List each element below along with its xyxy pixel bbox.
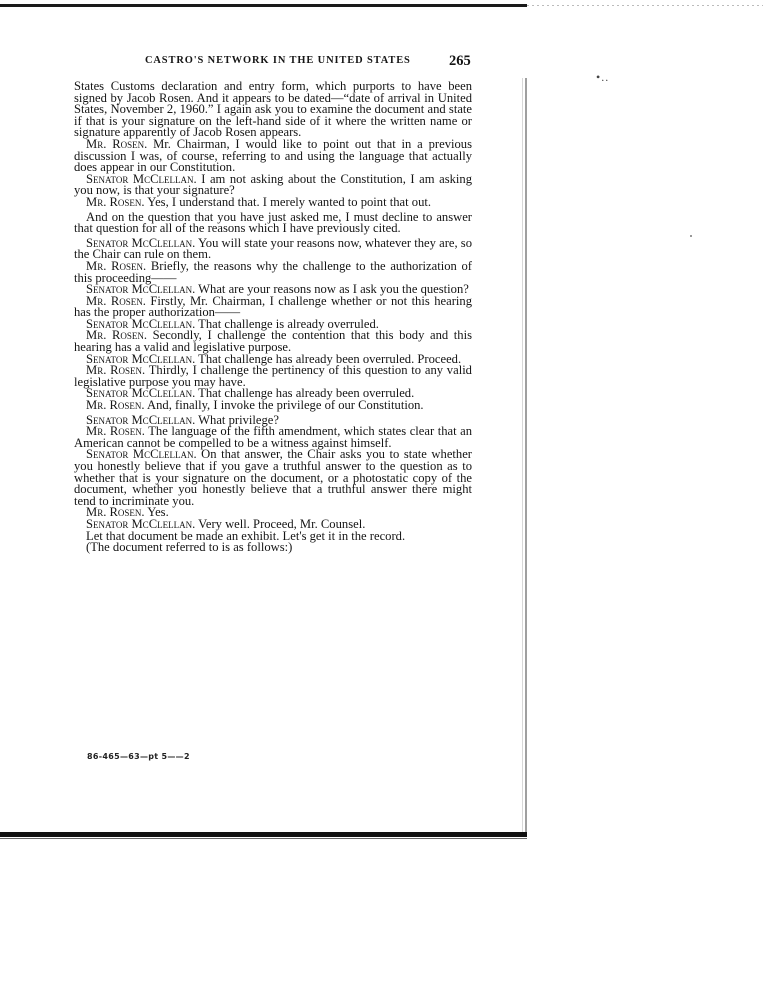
paragraph: Senator McClellan. You will state your reasons now, whatever they are, so the Chair can rule on them. <box>74 235 472 262</box>
speaker-name: Mr. Rosen. <box>86 424 145 439</box>
paragraph: Mr. Rosen. And, finally, I invoke the privilege of our Constitution. <box>86 398 424 413</box>
paragraph: Mr. Rosen. Yes. <box>86 505 169 520</box>
speaker-name: Senator McClellan. <box>86 351 196 366</box>
speaker-name: Mr. Rosen. <box>86 194 145 209</box>
speaker-name: Mr. Rosen. <box>86 505 145 520</box>
paragraph: Mr. Rosen. Mr. Chairman, I would like to point out that in a previous discussion I was, of course, referring to and using the language that actually does appear in our Constitution. <box>74 136 472 175</box>
scan-dot <box>690 235 692 237</box>
speaker-name: Mr. Rosen. <box>86 293 146 308</box>
speaker-name: Mr. Rosen. <box>86 398 145 413</box>
paragraph: Senator McClellan. Very well. Proceed, Mr. Counsel. <box>86 516 366 531</box>
speaker-name: Senator McClellan. <box>86 171 197 186</box>
paragraph: Let that document be made an exhibit. Let's get it in the record. <box>86 528 406 543</box>
bottom-rule <box>0 832 527 837</box>
paragraph: Mr. Rosen. Briefly, the reasons why the challenge to the authorization of this proceeding—— <box>74 258 472 285</box>
paragraph: Mr. Rosen. The language of the fifth amendment, which states clear that an American cannot be compelled to be a witness against himself. <box>74 424 472 450</box>
top-dotted-edge <box>527 5 763 6</box>
running-title: CASTRO'S NETWORK IN THE UNITED STATES <box>145 55 411 66</box>
paragraph: Senator McClellan. That challenge has already been overruled. Proceed. <box>86 351 462 366</box>
speaker-name: Mr. Rosen. <box>86 363 146 378</box>
paragraph: Mr. Rosen. Thirdly, I challenge the pertinency of this question to any valid legislative purpose you may have. <box>74 363 472 389</box>
paragraph: And on the question that you have just asked me, I must decline to answer that question for all of the reasons which I have previously cited. <box>74 209 472 236</box>
speaker-name: Senator McClellan. <box>86 516 196 531</box>
speaker-name: Senator McClellan. <box>86 282 196 297</box>
speaker-name: Mr. Rosen. <box>86 328 148 343</box>
paragraph: States Customs declaration and entry form, which purports to have been signed by Jacob Rosen. And it appears to be dated—“date of arrival in United States, November 2, 1960.” I again ask you to examine the document and state if that is your signature on the left-hand side of it where the written name or signature apparently of Jacob Rosen appears. <box>74 79 472 140</box>
paragraph: (The document referred to is as follows:) <box>86 540 293 555</box>
speaker-name: Senator McClellan. <box>86 412 196 427</box>
page-right-edge <box>522 78 527 833</box>
footer-print-code: 86-465—63—pt 5——2 <box>87 752 190 761</box>
bottom-rule-thin <box>0 838 527 839</box>
speaker-name: Senator McClellan. <box>86 235 196 250</box>
testimony-text <box>74 81 472 554</box>
paragraph: Mr. Rosen. Secondly, I challenge the contention that this body and this hearing has a valid and legislative purpose. <box>74 328 472 355</box>
paragraph: Senator McClellan. What are your reasons now as I ask you the question? <box>86 282 469 297</box>
speaker-name: Mr. Rosen. <box>86 258 147 273</box>
paragraph: Mr. Rosen. Firstly, Mr. Chairman, I challenge whether or not this hearing has the proper authorization—— <box>74 293 472 320</box>
paragraph: Senator McClellan. That challenge is already overruled. <box>86 316 379 331</box>
paragraph: Senator McClellan. What privilege? <box>86 412 279 427</box>
page-number: 265 <box>449 53 471 69</box>
paragraph: Senator McClellan. That challenge has already been overruled. <box>86 386 415 401</box>
speaker-name: Mr. Rosen. <box>86 136 148 151</box>
top-rule <box>0 4 527 7</box>
paragraph: Senator McClellan. On that answer, the Chair asks you to state whether you honestly believe that if you gave a truthful answer to the question as to whether that is your signature on the document, or a photostatic copy of the document, whether you honestly believe that a truthful answer there might tend to incriminate you. <box>74 447 472 508</box>
scan-speck: •.. <box>596 70 610 84</box>
paragraph: Senator McClellan. I am not asking about the Constitution, I am asking you now, is that your signature? <box>74 171 472 198</box>
speaker-name: Senator McClellan. <box>86 316 196 331</box>
speaker-name: Senator McClellan. <box>86 447 197 462</box>
speaker-name: Senator McClellan. <box>86 386 196 401</box>
paragraph: Mr. Rosen. Yes, I understand that. I merely wanted to point that out. <box>86 194 432 209</box>
